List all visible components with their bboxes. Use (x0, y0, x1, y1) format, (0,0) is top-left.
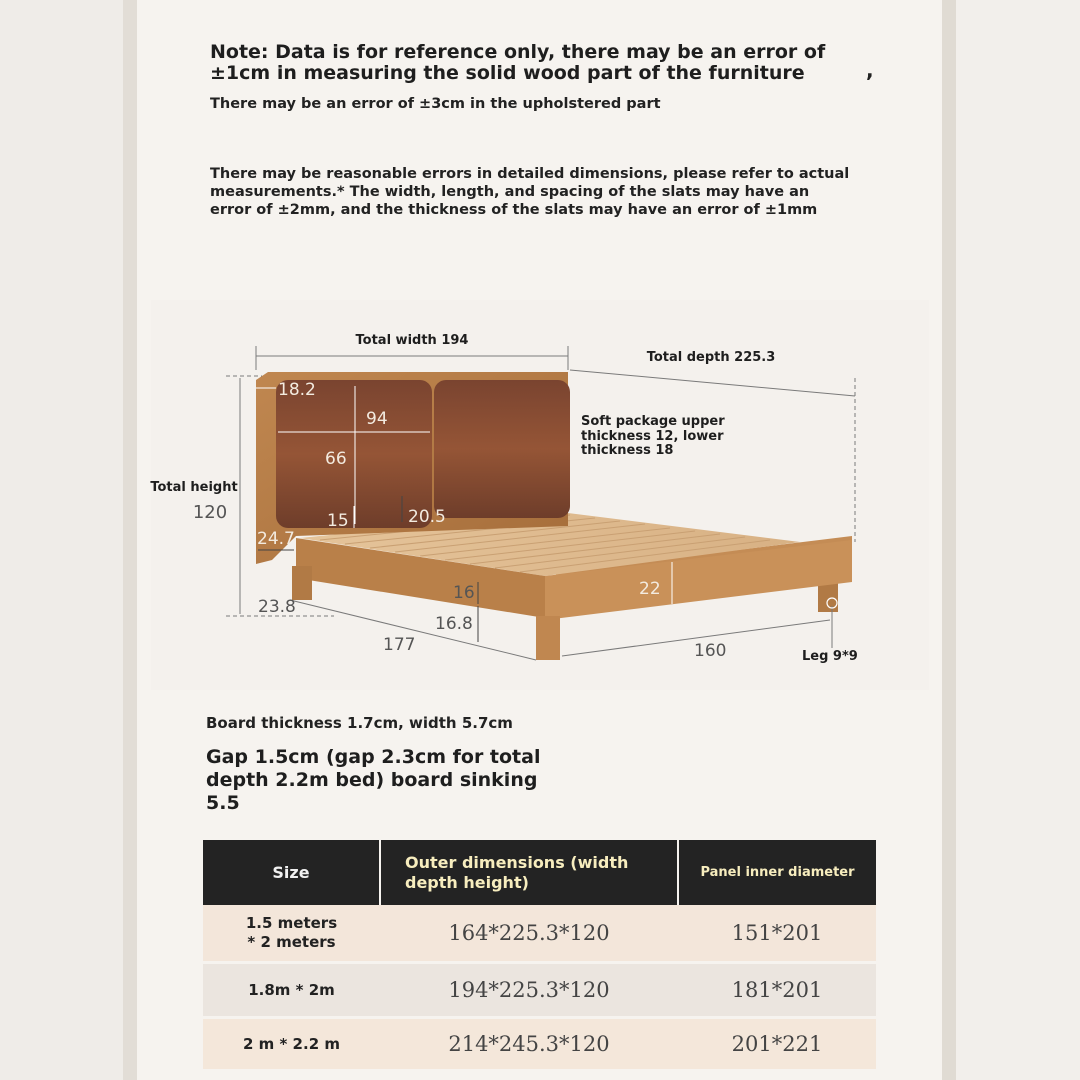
leg-back-left (292, 566, 312, 600)
outer-dimensions-cell: 194*225.3*120 (380, 963, 678, 1018)
table-row (203, 1018, 876, 1070)
dim-160: 160 (694, 641, 727, 661)
headboard-cushion-left (276, 380, 432, 528)
leg-label: Leg 9*9 (802, 649, 858, 664)
header-panel-inner-diameter: Panel inner diameter (678, 840, 876, 905)
size-spec-table (203, 840, 876, 1069)
total-height-value: 120 (192, 502, 228, 523)
inner-diameter-cell: 151*201 (678, 905, 876, 963)
detail-note: There may be reasonable errors in detailed dimensions, please refer to actual measurements.* The width, length, and spacing of the slats may have an error of ±2mm, and the thickness of the slats may have an error of ±1mm (210, 166, 850, 218)
dim-16: 16 (453, 583, 475, 603)
inner-diameter-cell: 201*221 (678, 1018, 876, 1070)
dim-94: 94 (366, 409, 388, 429)
table-row (203, 905, 876, 963)
headboard-cushion-right (434, 380, 570, 518)
outer-dimensions-cell: 214*245.3*120 (380, 1018, 678, 1070)
inner-diameter-cell: 181*201 (678, 963, 876, 1018)
leg-front-left (536, 616, 560, 660)
dim-23-8: 23.8 (258, 597, 296, 617)
table-header-row (203, 840, 876, 905)
dim-16-8: 16.8 (435, 614, 473, 634)
gap-text: Gap 1.5cm (gap 2.3cm for total depth 2.2m bed) board sinking 5.5 (206, 746, 541, 814)
total-depth-label: Total depth 225.3 (646, 350, 776, 365)
outer-dimensions-cell: 164*225.3*120 (380, 905, 678, 963)
soft-package-line-1: Soft package upper (581, 414, 725, 429)
soft-package-line-2: thickness 12, lower (581, 429, 724, 444)
header-outer-dimensions: Outer dimensions (width depth height) (380, 840, 678, 905)
size-cell: 2 m * 2.2 m (203, 1018, 380, 1070)
total-width-label: Total width 194 (355, 333, 469, 348)
dim-18-2: 18.2 (278, 380, 316, 400)
board-thickness-text: Board thickness 1.7cm, width 5.7cm (206, 714, 513, 732)
size-line-1: 1.5 meters (245, 914, 338, 932)
table-row (203, 963, 876, 1018)
note-title: Note: Data is for reference only, there may be an error of ±1cm in measuring the solid wood part of the furniture (210, 41, 826, 84)
dim-24-7: 24.7 (257, 529, 295, 549)
dim-66: 66 (325, 449, 347, 469)
dim-177: 177 (383, 635, 416, 655)
upholstered-note: There may be an error of ±3cm in the upholstered part (210, 96, 661, 112)
dim-22: 22 (639, 579, 661, 599)
header-size: Size (203, 840, 380, 905)
dim-15: 15 (327, 511, 349, 531)
dim-20-5: 20.5 (408, 507, 446, 527)
total-height-label: Total height (150, 480, 238, 495)
size-cell (203, 905, 380, 963)
size-line-2: * 2 meters (247, 933, 336, 951)
trailing-mark: , (866, 58, 874, 82)
size-cell: 1.8m * 2m (203, 963, 380, 1018)
soft-package-line-3: thickness 18 (581, 443, 674, 458)
